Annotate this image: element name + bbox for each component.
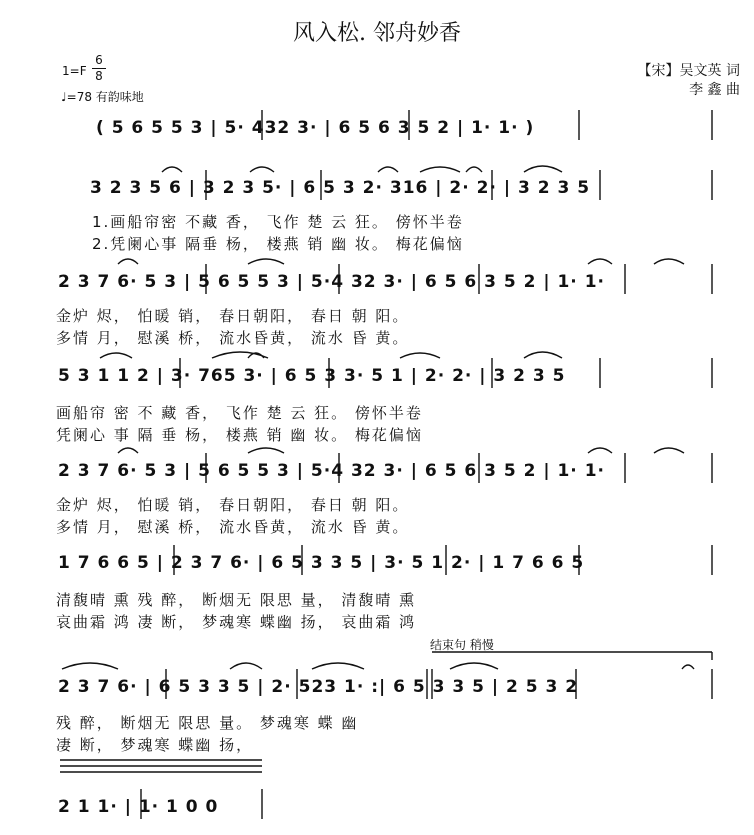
staff-line-1: ( 5 6 5 5 3 | 5· 432 3· | 6 5 6 3 5 2 | 1· 1· ) (96, 118, 535, 138)
lyric-line: 金炉 烬， 怕暖 销， 春日朝阳， 春日 朝 阳。 (56, 496, 410, 514)
staff-line-5: 2 3 7 6· 5 3 | 5 6 5 5 3 | 5·4 32 3· | 6 5 6 3 5 2 | 1· 1· (58, 461, 605, 481)
lyric-line: 清馥晴 熏 残 醉， 断烟无 限思 量， 清馥晴 熏 (56, 591, 417, 609)
lyric-line: 哀曲霜 鸿 凄 断， 梦魂寒 蝶幽 扬， 哀曲霜 鸿 (56, 613, 417, 631)
meter-top: 6 (95, 53, 103, 67)
lyric-line: 多情 月， 慰溪 桥， 流水昏黄， 流水 昏 黄。 (56, 518, 410, 536)
lyric-line: 1.画船帘密 不藏 香， 飞作 楚 云 狂。 傍怀半卷 (92, 213, 464, 231)
credits (638, 62, 740, 100)
meter-bottom: 8 (95, 69, 103, 83)
lyric-line: 凭阑心 事 隔 垂 杨， 楼燕 销 幽 妆。 梅花偏恼 (56, 426, 423, 444)
time-signature (92, 54, 106, 83)
staff-line-8: 2 1 1· | 1· 1 0 0 (58, 797, 219, 817)
lyric-line: 多情 月， 慰溪 桥， 流水昏黄， 流水 昏 黄。 (56, 329, 410, 347)
key-signature: 1=F (62, 64, 87, 78)
staff-line-4: 5 3 1 1 2 | 3· 765 3· | 6 5 3 3· 5 1 | 2· 2· | 3 2 3 5 (58, 366, 566, 386)
composer: 李 鑫 曲 (689, 82, 740, 98)
lyric-line: 残 醉， 断烟无 限思 量。 梦魂寒 蝶 幽 (56, 714, 359, 732)
lyric-line: 2.凭阑心事 隔垂 杨， 楼燕 销 幽 妆。 梅花偏恼 (92, 235, 464, 253)
lyric-line: 画船帘 密 不 藏 香， 飞作 楚 云 狂。 傍怀半卷 (56, 404, 423, 422)
ending-note: 结束句 稍慢 (430, 638, 494, 652)
staff-line-7: 2 3 7 6· | 6 5 3 3 5 | 2· 523 1· :| 6 5 3 3 5 | 2 5 3 2 (58, 677, 579, 697)
staff-line-6: 1 7 6 6 5 | 2 3 7 6· | 6 5 3 3 5 | 3· 5 1 2· | 1 7 6 6 5 (58, 553, 585, 573)
staff-line-3: 2 3 7 6· 5 3 | 5 6 5 5 3 | 5·4 32 3· | 6 5 6 3 5 2 | 1· 1· (58, 272, 605, 292)
lyricist: 【宋】吴文英 词 (637, 63, 740, 79)
staff-line-2: 3 2 3 5 6 | 3 2 3 5· | 6 5 3 2· 316 | 2· 2· | 3 2 3 5 (90, 178, 591, 198)
lyric-line: 凄 断， 梦魂寒 蝶幽 扬， (56, 736, 254, 754)
tempo-marking: ♩=78 有韵味地 (61, 90, 144, 104)
lyric-line: 金炉 烬， 怕暖 销， 春日朝阳， 春日 朝 阳。 (56, 307, 410, 325)
page-title: 风入松. 邻舟妙香 (293, 21, 461, 46)
